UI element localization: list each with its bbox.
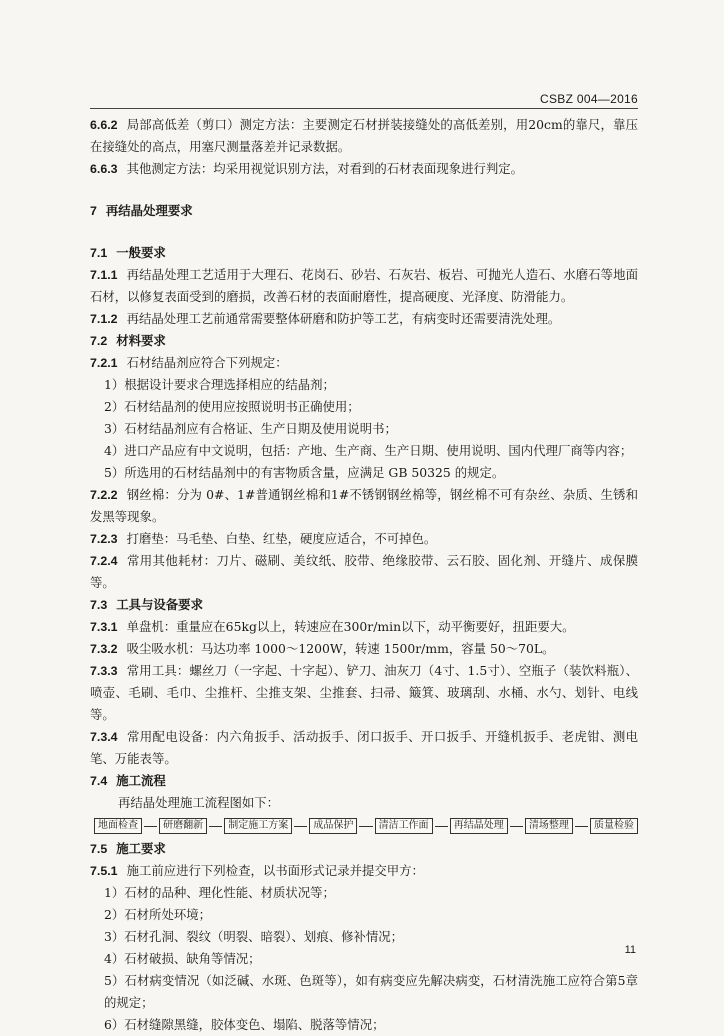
- clause-7-3-3: 7.3.3 常用工具：螺丝刀（一字起、十字起）、铲刀、油灰刀（4寸、1.5寸）、空瓶子（装饮料瓶）、喷壶、毛刷、毛巾、尘推杆、尘推支架、尘推套、扫帚、簸箕、玻璃刮、水桶、水勺、划针、电线等。: [90, 663, 638, 722]
- list-item: 2）石材所处环境；: [104, 907, 212, 922]
- clause-6-6-2: 6.6.2 局部高低差（剪口）测定方法：主要测定石材拼装接缝处的高低差别，用20cm的靠尺，靠压在接缝处的高点，用塞尺测量落差并记录数据。: [90, 117, 638, 154]
- clause-7-5-1: 7.5.1 施工前应进行下列检查，以书面形式记录并提交甲方：: [90, 863, 424, 878]
- clause-7-3-4: 7.3.4 常用配电设备：内六角扳手、活动扳手、闭口扳手、开口扳手、开缝机扳手、老虎钳、测电笔、万能表等。: [90, 729, 638, 766]
- flow-connector: [209, 826, 222, 827]
- flow-step: 研磨翻新: [159, 818, 207, 834]
- flow-step: 地面检查: [94, 818, 142, 834]
- clause-7-1-1: 7.1.1 再结晶处理工艺适用于大理石、花岗石、砂岩、石灰岩、板岩、可抛光人造石、水磨石等地面石材，以修复表面受到的磨损，改善石材的表面耐磨性，提高硬度、光泽度、防滑能力。: [90, 267, 638, 304]
- section-7-5-heading: 7.5 施工要求: [90, 842, 166, 856]
- flow-step: 质量检验: [590, 818, 638, 834]
- flow-connector: [294, 826, 307, 827]
- section-7-2-heading: 7.2 材料要求: [90, 334, 166, 348]
- section-7-1-heading: 7.1 一般要求: [90, 246, 166, 260]
- clause-7-2-2: 7.2.2 钢丝棉：分为 0#、1#普通钢丝棉和1#不锈钢钢丝棉等，钢丝棉不可有杂丝、杂质、生锈和发黑等现象。: [90, 487, 638, 524]
- flow-step: 成品保护: [309, 818, 357, 834]
- construction-flowchart: [94, 817, 638, 835]
- flow-step: 清洁工作面: [375, 818, 433, 834]
- list-item: 5）所选用的石材结晶剂中的有害物质含量，应满足 GB 50325 的规定。: [104, 465, 505, 480]
- list-item: 3）石材孔洞、裂纹（明裂、暗裂）、划痕、修补情况；: [104, 929, 404, 944]
- flow-step: 制定施工方案: [224, 818, 292, 834]
- list-item: 5）石材病变情况（如泛碱、水斑、色斑等），如有病变应先解决病变，石材清洗施工应符合第5章的规定；: [104, 973, 638, 1010]
- document-body: [90, 114, 638, 1036]
- flow-step: 再结晶处理: [450, 818, 508, 834]
- clause-7-3-1: 7.3.1 单盘机：重量应在65kg以上，转速应在300r/min以下，动平衡要好，扭距要大。: [90, 619, 575, 634]
- header-rule: [90, 108, 638, 109]
- flow-connector: [144, 826, 157, 827]
- flow-connector: [435, 826, 448, 827]
- clause-7-2-3: 7.2.3 打磨垫：马毛垫、白垫、红垫，硬度应适合，不可掉色。: [90, 531, 437, 546]
- page-number: 11: [624, 944, 636, 956]
- list-item: 4）石材破损、缺角等情况；: [104, 951, 261, 966]
- section-7-3-heading: 7.3 工具与设备要求: [90, 598, 203, 612]
- clause-7-2-1: 7.2.1 石材结晶剂应符合下列规定：: [90, 355, 288, 370]
- clause-7-3-2: 7.3.2 吸尘吸水机：马达功率 1000～1200W，转速 1500r/mm，容量 50～70L。: [90, 641, 555, 656]
- flow-step: 清场整理: [525, 818, 573, 834]
- clause-7-1-2: 7.1.2 再结晶处理工艺前通常需要整体研磨和防护等工艺，有病变时还需要清洗处理。: [90, 311, 561, 326]
- section-7-4-heading: 7.4 施工流程: [90, 774, 166, 788]
- list-item: 1）根据设计要求合理选择相应的结晶剂；: [104, 377, 335, 392]
- flow-intro: 再结晶处理施工流程图如下：: [118, 795, 280, 810]
- chapter-7-heading: 7 再结晶处理要求: [90, 204, 193, 218]
- flow-connector: [575, 826, 588, 827]
- list-item: 3）石材结晶剂应有合格证、生产日期及使用说明书；: [104, 421, 397, 436]
- list-item: 6）石材缝隙黑缝，胶体变色、塌陷、脱落等情况；: [104, 1017, 385, 1032]
- standard-code: CSBZ 004—2016: [540, 92, 638, 106]
- list-item: 4）进口产品应有中文说明，包括：产地、生产商、生产日期、使用说明、国内代理厂商等内容；: [104, 443, 633, 458]
- list-item: 1）石材的品种、理化性能、材质状况等；: [104, 885, 335, 900]
- clause-6-6-3: 6.6.3 其他测定方法：均采用视觉识别方法，对看到的石材表面现象进行判定。: [90, 161, 524, 176]
- flow-connector: [359, 826, 372, 827]
- clause-7-2-4: 7.2.4 常用其他耗材：刀片、磁刷、美纹纸、胶带、绝缘胶带、云石胶、固化剂、开缝片、成保膜等。: [90, 553, 638, 590]
- flow-connector: [510, 826, 523, 827]
- list-item: 2）石材结晶剂的使用应按照说明书正确使用；: [104, 399, 360, 414]
